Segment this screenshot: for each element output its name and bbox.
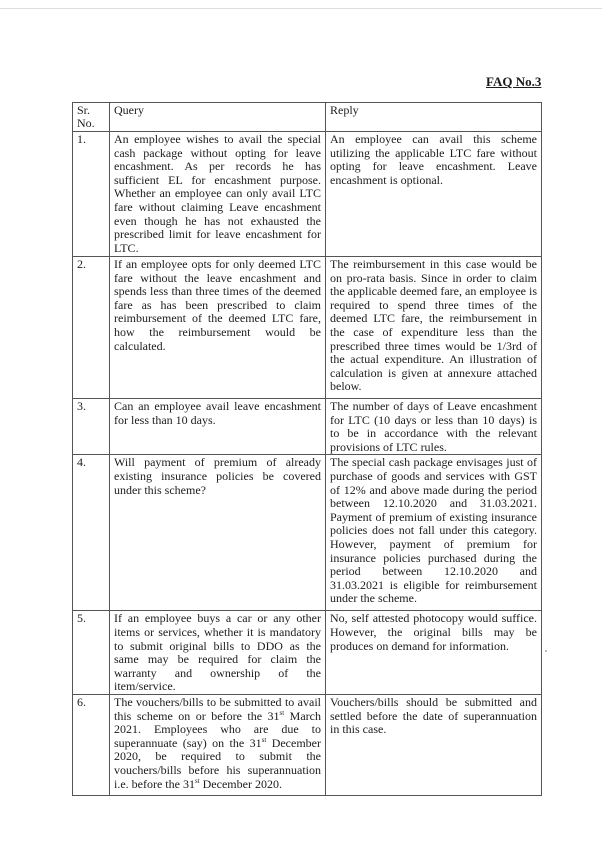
table-header-row — [73, 103, 542, 132]
sr-number: 5. — [73, 611, 110, 695]
sr-number: 3. — [73, 399, 110, 455]
table-row — [73, 694, 542, 795]
reply-cell: Vouchers/bills should be submitted and settled before the date of superannuation in this case. — [326, 694, 542, 795]
header-sr-no: Sr. No. — [73, 103, 110, 132]
scan-edge-line — [0, 8, 602, 9]
sr-number: 6. — [73, 694, 110, 795]
query-text: December 2020, be required to submit the vouchers/bills before his superannuation i.e. before the 31 — [114, 735, 321, 791]
table-row — [73, 399, 542, 455]
query-text: December 2020. — [199, 776, 282, 791]
header-query: Query — [110, 103, 326, 132]
superscript: st — [194, 776, 200, 785]
query-text: March 2021. Employees who are due to superannuate (say) on the 31 — [114, 708, 321, 750]
sr-number: 4. — [73, 455, 110, 611]
sr-number: 2. — [73, 257, 110, 399]
reply-cell: An employee can avail this scheme utilizing the applicable LTC fare without opting for leave encashment. Leave encashment is optional. — [326, 132, 542, 257]
reply-cell: The special cash package envisages just of purchase of goods and services with GST of 12% and above made during the period between 12.10.2020 and 31.03.2021. Payment of premium of existing insurance policies does not fall under this category. However, payment of premium for insurance policies purchased during the period between 12.10.2020 and 31.03.2021 is eligible for reimbursement under the scheme. — [326, 455, 542, 611]
query-text: The vouchers/bills to be submitted to avail this scheme on or before the 31 — [114, 694, 321, 723]
superscript: st — [279, 708, 285, 717]
query-cell: Will payment of premium of already existing insurance policies be covered under this scheme? — [110, 455, 326, 611]
table-row — [73, 611, 542, 695]
reply-cell: The number of days of Leave encashment for LTC (10 days or less than 10 days) is to be in accordance with the relevant provisions of LTC rules. — [326, 399, 542, 455]
table-row — [73, 257, 542, 399]
query-cell: If an employee opts for only deemed LTC fare without the leave encashment and spends less than three times of the deemed fare as has been prescribed to claim reimbursement of the deemed LTC fare, how the reimbursement would be calculated. — [110, 257, 326, 399]
query-cell — [110, 694, 326, 795]
table-row — [73, 132, 542, 257]
reply-cell: No, self attested photocopy would suffice. However, the original bills may be produces on demand for information. — [326, 611, 542, 695]
table-row — [73, 455, 542, 611]
sr-number: 1. — [73, 132, 110, 257]
query-cell: An employee wishes to avail the special cash package without opting for leave encashment. As per records he has sufficient EL for encashment purpose. Whether an employee can only avail LTC fare without claiming Leave encashment even though he has not exhausted the prescribed limit for leave encashment for LTC. — [110, 132, 326, 257]
reply-cell: The reimbursement in this case would be on pro-rata basis. Since in order to claim the applicable deemed fare, an employee is required to spend three times of the deemed LTC fare, the reimbursement in the case of expenditure less than the prescribed three times would be 1/3rd of the actual expenditure. An illustration of calculation is given at annexure attached below. — [326, 257, 542, 399]
faq-number: FAQ No.3 — [486, 74, 542, 89]
query-cell: Can an employee avail leave encashment for less than 10 days. — [110, 399, 326, 455]
superscript: st — [261, 735, 267, 744]
header-reply: Reply — [326, 103, 542, 132]
scan-speck — [545, 650, 547, 652]
query-cell: If an employee buys a car or any other items or services, whether it is mandatory to submit original bills to DDO as the same may be required for claim the warranty and ownership of the item/service. — [110, 611, 326, 695]
faq-table — [72, 102, 542, 796]
